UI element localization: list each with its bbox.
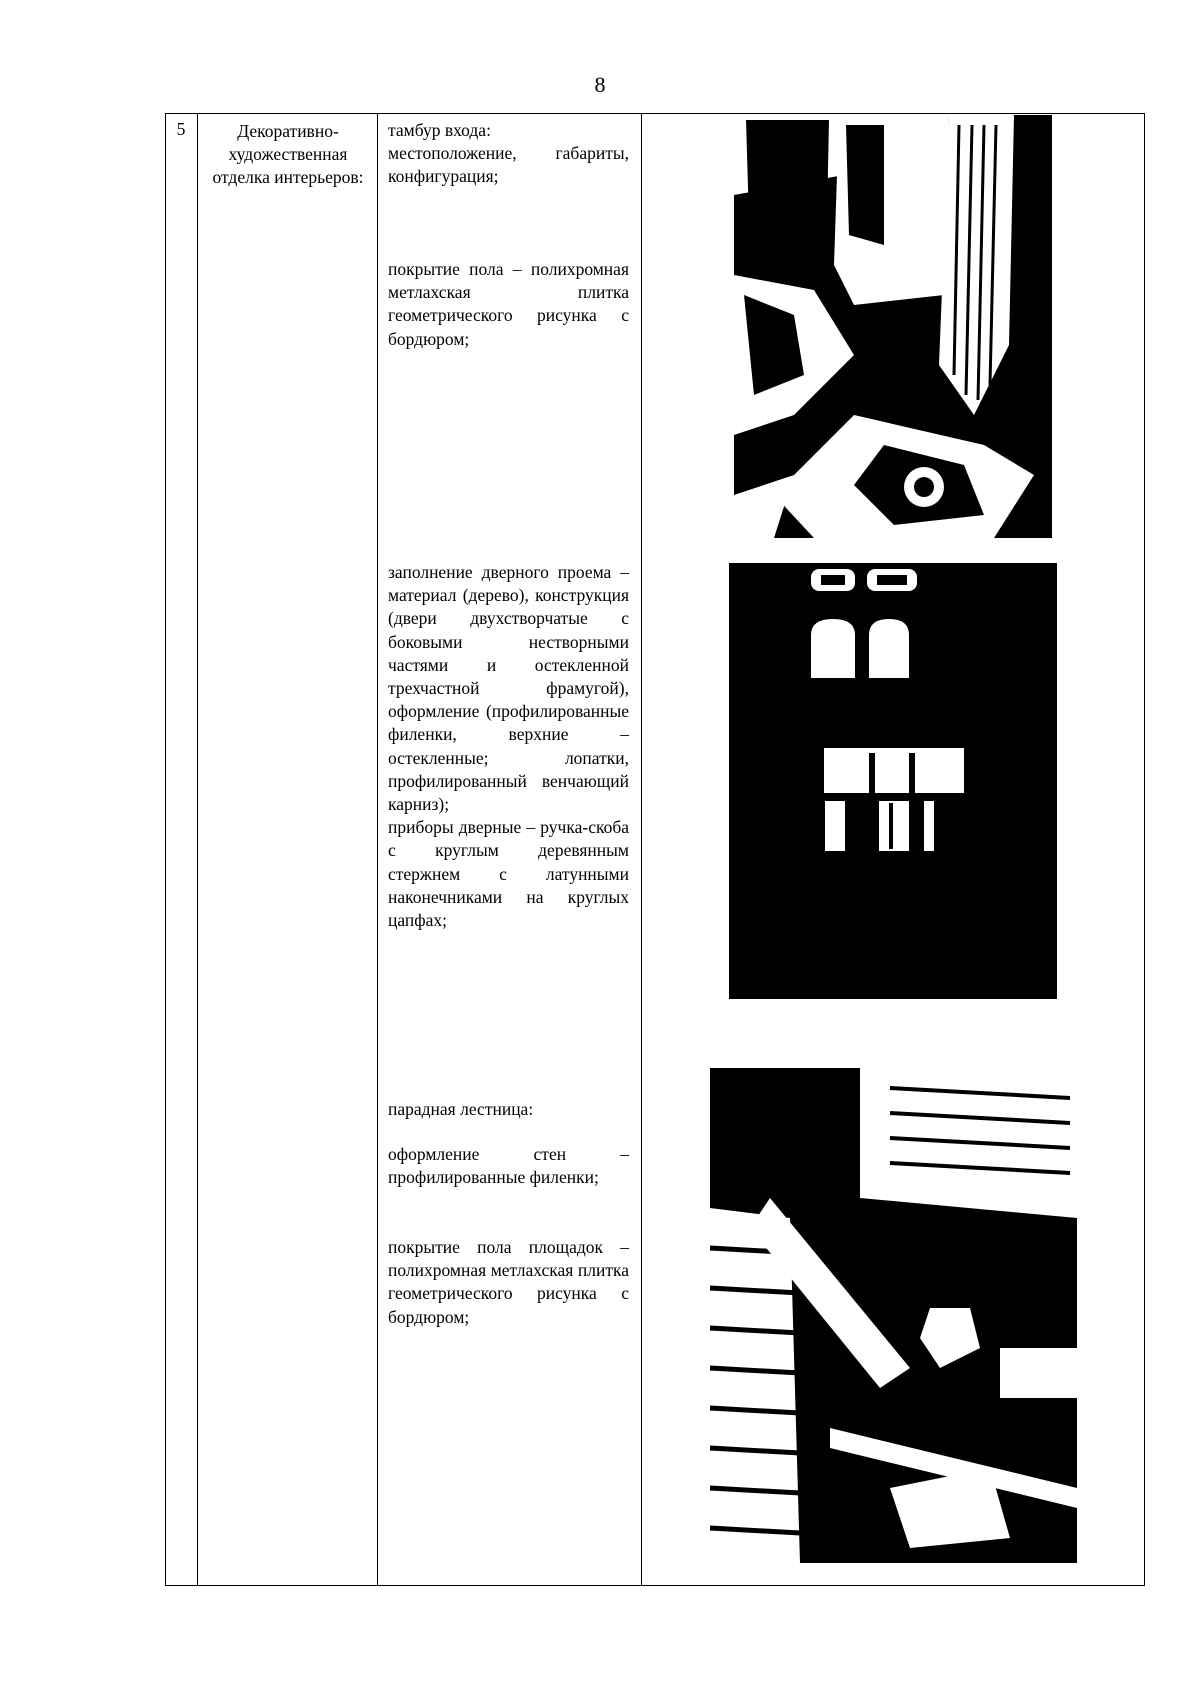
staircase-heading: парадная лестница: [388,1099,534,1119]
vestibule-block [388,119,629,189]
vestibule-location: местоположение, габариты, конфигурация; [388,143,629,187]
page-number: 8 [594,72,606,97]
row-number: 5 [176,119,186,139]
doorway-photo [729,563,1057,999]
column-divider-title [377,113,378,1586]
vestibule-floor: покрытие пола – полихромная метлахская плитка геометрического рисунка с бордюром; [388,259,629,349]
door-hardware: приборы дверные – ручка-скоба с круглым деревянным стержнем с латунными наконечниками на круглых цапфах; [388,817,629,931]
vestibule-photo [734,115,1052,538]
section-title: Декоративно-художественная отделка интерьеров: [212,121,364,188]
staircase-photo [710,1068,1077,1563]
staircase-walls: оформление стен – профилированные филенки; [388,1144,629,1188]
staircase-floor: покрытие пола площадок – полихромная метлахская плитка геометрического рисунка с бордюром; [388,1237,629,1327]
doorway-fill: заполнение дверного проема – материал (дерево), конструкция (двери двухстворчатые с боковыми нестворными частями и остекленной трехчастной фрамугой), оформление (профилированные филенки, верхние – остекленные; лопатки, профилированный венчающий карниз); [388,562,629,815]
vestibule-heading: тамбур входа: [388,120,491,140]
doorway-block [388,561,629,932]
column-divider-description [641,113,642,1586]
column-divider-number [197,113,198,1586]
